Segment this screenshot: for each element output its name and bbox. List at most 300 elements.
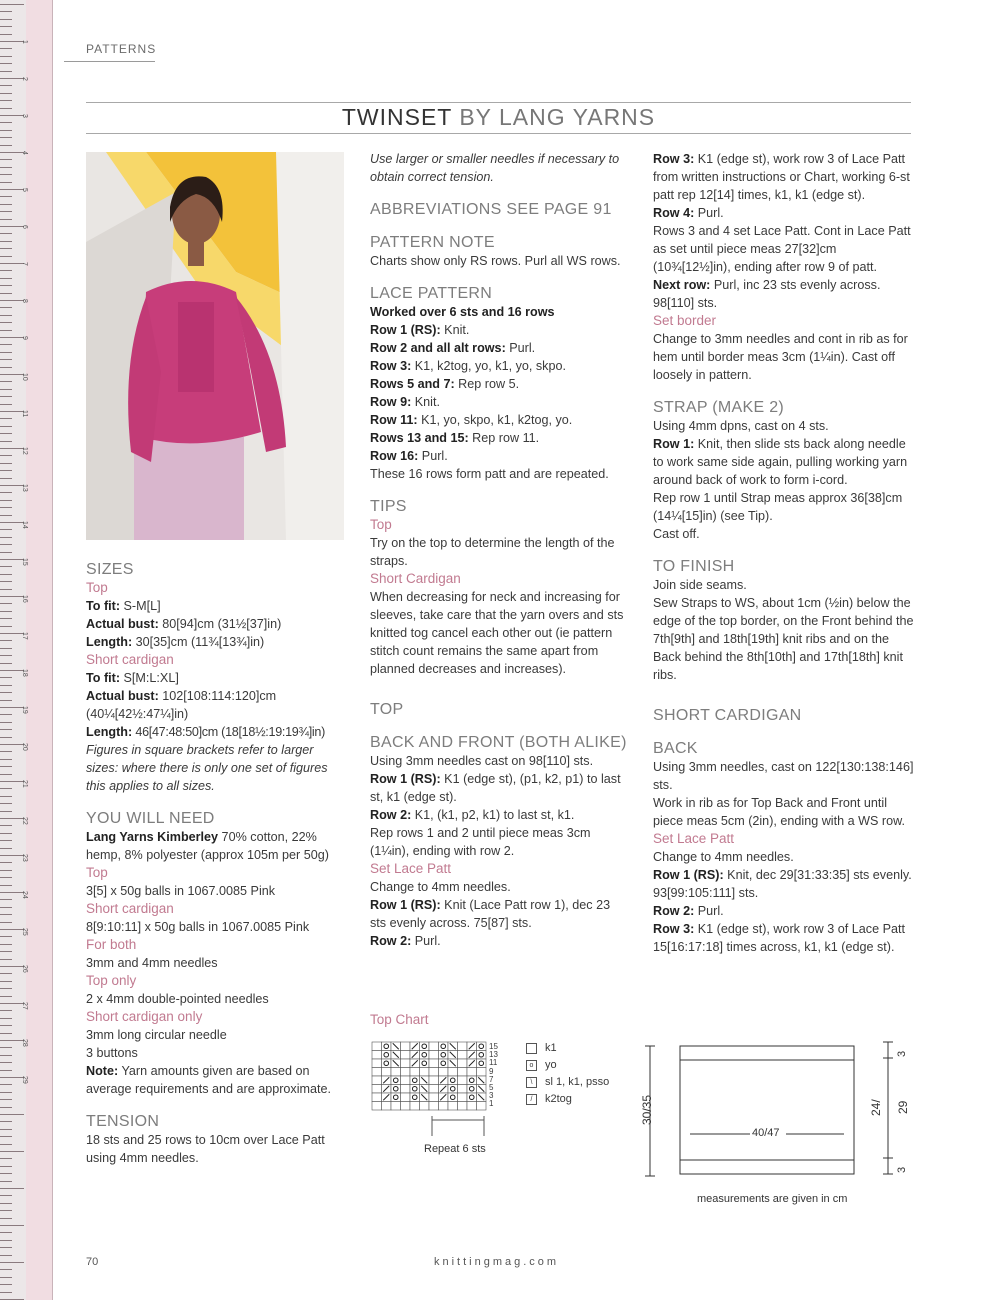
ruler-tick: [0, 1284, 12, 1285]
ruler-tick: [0, 455, 12, 456]
title-rule-top: [86, 102, 911, 103]
ruler-tick: [0, 692, 12, 693]
chart-cell: [429, 1093, 439, 1102]
chart-repeat-label: Repeat 6 sts: [424, 1143, 486, 1155]
chart-cell: [429, 1076, 439, 1085]
ruler-tick: [0, 811, 12, 812]
chart-cell: [477, 1051, 487, 1060]
chart-cell: [382, 1042, 392, 1051]
ruler-tick: [0, 167, 12, 168]
ruler-tick: [0, 833, 12, 834]
ruler-tick: [0, 1055, 12, 1056]
chart-cell: [439, 1051, 449, 1060]
chart-cell: [401, 1068, 411, 1077]
chart-cell: [401, 1042, 411, 1051]
chart-cell: [372, 1042, 382, 1051]
ruler-tick: [0, 1181, 12, 1182]
ruler-number: 21: [21, 780, 28, 788]
ruler-tick: [0, 1188, 24, 1189]
column-3: [653, 150, 915, 956]
chart-cell: [439, 1102, 449, 1111]
sizes-short-fit: To fit: S[M:L:XL]: [86, 671, 179, 685]
chart-cell: [391, 1102, 401, 1111]
chart-cell: [382, 1051, 392, 1060]
ruler-tick: [0, 552, 12, 553]
ruler-tick: [0, 1144, 12, 1145]
chart-cell: [429, 1068, 439, 1077]
section-underline: [64, 61, 155, 62]
chart-cell: [439, 1042, 449, 1051]
ruler-tick: [0, 944, 12, 945]
ruler-tick: [0, 1262, 24, 1263]
legend-item: [526, 1057, 609, 1074]
chart-cell: [429, 1102, 439, 1111]
ruler-tick: [0, 71, 12, 72]
diagram-3-bottom-label: 3: [896, 1166, 908, 1173]
finish-2: Sew Straps to WS, about 1cm (½in) below the edge of the top border, on the Front behind the 7th[9th] and 18th[19th] knit ribs and on the Back behind the 8th[10th] and 17th[18th] knit ribs.: [653, 596, 914, 682]
tension-value: 18 sts and 25 rows to 10cm over Lace Patt using 4mm needles.: [86, 1133, 325, 1165]
ruler-tick: [0, 1136, 12, 1137]
sizes-short-label: Short cardigan: [86, 652, 174, 667]
ruler-tick: [0, 648, 12, 649]
ruler-tick: [0, 241, 12, 242]
chart-cell: [391, 1085, 401, 1094]
ruler-tick: [0, 589, 12, 590]
bf-row-2: Row 2: K1, (k1, p2, k1) to last st, k1.: [370, 808, 575, 822]
chart-cell: [420, 1042, 430, 1051]
chart-row-number: 11: [489, 1058, 498, 1068]
chart-cell: [429, 1051, 439, 1060]
ruler-tick: [0, 270, 12, 271]
pattern-note-text: Charts show only RS rows. Purl all WS rows.: [370, 254, 621, 268]
ruler-tick: [0, 899, 12, 900]
lace-row-11: Row 11: K1, yo, skpo, k1, k2tog, yo.: [370, 413, 573, 427]
ruler-tick: [0, 396, 12, 397]
chart-title: Top Chart: [370, 1012, 429, 1027]
bf-repeat: Rep rows 1 and 2 until piece meas 3cm (1¼in), ending with row 2.: [370, 826, 591, 858]
need-shortonly-label: Short cardigan only: [86, 1009, 203, 1024]
chart-cell: [372, 1102, 382, 1111]
ruler-tick: [0, 1158, 12, 1159]
chart-row-numbers: [489, 1043, 498, 1109]
back-rib: Work in rib as for Top Back and Front until piece meas 5cm (2in), ending with a WS row.: [653, 796, 905, 828]
ruler-number: 20: [21, 743, 28, 751]
strap-cast-on: Using 4mm dpns, cast on 4 sts.: [653, 419, 829, 433]
ruler-number: 1: [21, 40, 28, 44]
ruler-tick: [0, 322, 12, 323]
ruler-tick: [0, 478, 12, 479]
ruler-number: 8: [21, 299, 28, 303]
back-cast-on: Using 3mm needles, cast on 122[130:138:146] sts.: [653, 760, 914, 792]
chart-cell: [429, 1059, 439, 1068]
ruler-strip: [0, 0, 26, 1300]
legend-symbol: \: [526, 1077, 537, 1088]
c3-set-lace-needles: Change to 4mm needles.: [653, 850, 794, 864]
ruler-tick: [0, 85, 12, 86]
chart-cell: [467, 1085, 477, 1094]
ruler-tick: [0, 1047, 12, 1048]
page-number: 70: [86, 1256, 99, 1268]
chart-cell: [382, 1102, 392, 1111]
legend-symbol: [526, 1043, 537, 1054]
chart-cell: [372, 1085, 382, 1094]
legend-symbol: o: [526, 1060, 537, 1071]
need-heading: YOU WILL NEED: [86, 810, 215, 827]
ruler-tick: [0, 19, 12, 20]
ruler-tick: [0, 922, 12, 923]
finish-heading: TO FINISH: [653, 558, 735, 575]
chart-row-number: 13: [489, 1050, 498, 1060]
chart-cell: [420, 1059, 430, 1068]
need-shortonly-value-1: 3mm long circular needle: [86, 1028, 227, 1042]
strap-repeat: Rep row 1 until Strap meas approx 36[38]cm (14¼[15]in) (see Tip).: [653, 491, 903, 523]
ruler-number: 24: [21, 891, 28, 899]
ruler-tick: [0, 1173, 12, 1174]
legend-label: k2tog: [545, 1093, 572, 1105]
lace-row-2: Row 2 and all alt rows: Purl.: [370, 341, 536, 355]
chart-cell: [420, 1051, 430, 1060]
chart-cell: [410, 1076, 420, 1085]
need-toponly-value: 2 x 4mm double-pointed needles: [86, 992, 269, 1006]
ruler-tick: [0, 63, 12, 64]
ruler-tick: [0, 700, 12, 701]
chart-cell: [429, 1085, 439, 1094]
ruler-tick: [0, 4, 24, 5]
ruler-tick: [0, 914, 12, 915]
c3-set-lace-label: Set Lace Patt: [653, 831, 735, 846]
ruler-tick: [0, 204, 12, 205]
chart-cell: [458, 1076, 468, 1085]
ruler-tick: [0, 766, 12, 767]
back-front-heading: BACK AND FRONT (BOTH ALIKE): [370, 734, 627, 751]
abbr-heading: ABBREVIATIONS SEE PAGE 91: [370, 201, 612, 218]
lace-intro: Worked over 6 sts and 16 rows: [370, 305, 555, 319]
ruler-tick: [0, 640, 12, 641]
ruler-tick: [0, 34, 12, 35]
ruler-tick: [0, 1210, 12, 1211]
column-2: [370, 150, 628, 950]
lace-row-3: Row 3: K1, k2tog, yo, k1, yo, skpo.: [370, 359, 566, 373]
needles-intro: Use larger or smaller needles if necessary to obtain correct tension.: [370, 152, 620, 184]
chart-cell: [410, 1068, 420, 1077]
c3-set-lace-row-3: Row 3: K1 (edge st), work row 3 of Lace Patt 15[16:17:18] times across, k1, k1 (edge st).: [653, 922, 905, 954]
ruler-tick: [0, 677, 12, 678]
ruler-tick: [0, 774, 12, 775]
ruler-tick: [0, 1099, 12, 1100]
need-short-value: 8[9:10:11] x 50g balls in 1067.0085 Pink: [86, 920, 310, 934]
chart-cell: [391, 1076, 401, 1085]
ruler-tick: [0, 788, 12, 789]
sizes-note: Figures in square brackets refer to larger sizes: where there is only one set of figures this applies to all sizes.: [86, 743, 328, 793]
strap-cast-off: Cast off.: [653, 527, 700, 541]
c3-next-row: Next row: Purl, inc 23 sts evenly across. 98[110] sts.: [653, 278, 881, 310]
ruler-tick: [0, 159, 12, 160]
ruler-tick: [0, 211, 12, 212]
ruler-tick: [0, 840, 12, 841]
chart-cell: [467, 1093, 477, 1102]
chart-cell: [458, 1085, 468, 1094]
ruler-tick: [0, 714, 12, 715]
chart-cell: [372, 1076, 382, 1085]
set-lace-patt-label: Set Lace Patt: [370, 861, 452, 876]
tips-heading: TIPS: [370, 498, 407, 515]
ruler-tick: [0, 426, 12, 427]
ruler-tick: [0, 418, 12, 419]
need-short-label: Short cardigan: [86, 901, 174, 916]
ruler-tick: [0, 122, 12, 123]
ruler-number: 23: [21, 854, 28, 862]
ruler-tick: [0, 729, 12, 730]
ruler-tick: [0, 307, 12, 308]
ruler-tick: [0, 359, 12, 360]
ruler-number: 17: [21, 632, 28, 640]
ruler-tick: [0, 256, 12, 257]
need-both-label: For both: [86, 937, 137, 952]
title-main: TWINSET: [341, 104, 452, 130]
sizes-top-length: Length: 30[35]cm (11¾[13¾]in): [86, 635, 265, 649]
ruler-tick: [0, 233, 12, 234]
legend-item: [526, 1091, 609, 1108]
chart-cell: [410, 1085, 420, 1094]
chart-cell: [458, 1093, 468, 1102]
ruler-tick: [0, 1232, 12, 1233]
chart-cell: [420, 1102, 430, 1111]
ruler-tick: [0, 1203, 12, 1204]
ruler-number: 15: [21, 558, 28, 566]
lace-row-13: Rows 13 and 15: Rep row 11.: [370, 431, 540, 445]
chart-cell: [458, 1102, 468, 1111]
ruler-tick: [0, 26, 12, 27]
ruler-tick: [0, 1218, 12, 1219]
ruler-tick: [0, 330, 12, 331]
chart-cell: [458, 1059, 468, 1068]
chart-cell: [467, 1076, 477, 1085]
chart-cell: [372, 1051, 382, 1060]
chart-cell: [477, 1068, 487, 1077]
chart-row-number: 1: [489, 1099, 494, 1109]
lace-row-16: Row 16: Purl.: [370, 449, 448, 463]
ruler-tick: [0, 367, 12, 368]
ruler-tick: [0, 389, 12, 390]
ruler-tick: [0, 603, 12, 604]
chart-cell: [467, 1068, 477, 1077]
ruler-tick: [0, 803, 12, 804]
ruler-tick: [0, 885, 12, 886]
ruler-tick: [0, 137, 12, 138]
short-cardigan-heading: SHORT CARDIGAN: [653, 707, 802, 724]
chart-cell: [477, 1042, 487, 1051]
chart-cell: [439, 1068, 449, 1077]
ruler-tick: [0, 996, 12, 997]
chart-cell: [401, 1076, 411, 1085]
need-shortonly-value-2: 3 buttons: [86, 1046, 138, 1060]
chart-cell: [448, 1093, 458, 1102]
chart-cell: [458, 1042, 468, 1051]
chart-cell: [401, 1102, 411, 1111]
side-ruler: [0, 0, 53, 1300]
column-1: [86, 560, 348, 1167]
sizes-heading: SIZES: [86, 561, 134, 578]
legend-item: [526, 1074, 609, 1091]
chart-cell: [467, 1102, 477, 1111]
ruler-tick: [0, 1070, 12, 1071]
ruler-tick: [0, 182, 12, 183]
ruler-tick: [0, 100, 12, 101]
ruler-tick: [0, 1151, 24, 1152]
ruler-number: 3: [21, 114, 28, 118]
ruler-tick: [0, 352, 12, 353]
tension-heading: TENSION: [86, 1113, 160, 1130]
ruler-tick: [0, 404, 12, 405]
ruler-tick: [0, 108, 12, 109]
lace-heading: LACE PATTERN: [370, 285, 493, 302]
ruler-number: 19: [21, 706, 28, 714]
ruler-tick: [0, 988, 12, 989]
ruler-number: 14: [21, 521, 28, 529]
ruler-tick: [0, 1084, 12, 1085]
ruler-tick: [0, 951, 12, 952]
ruler-tick: [0, 1255, 12, 1256]
need-top-value: 3[5] x 50g balls in 1067.0085 Pink: [86, 884, 276, 898]
ruler-tick: [0, 278, 12, 279]
ruler-number: 4: [21, 151, 28, 155]
sizes-top-bust: Actual bust: 80[94]cm (31½[37]in): [86, 617, 282, 631]
need-note: Note: Yarn amounts given are based on average requirements and are approximate.: [86, 1064, 332, 1096]
ruler-number: 28: [21, 1039, 28, 1047]
ruler-number: 29: [21, 1076, 28, 1084]
lace-row-1: Row 1 (RS): Knit.: [370, 323, 470, 337]
title-rule-bottom: [86, 133, 911, 134]
ruler-tick: [0, 1195, 12, 1196]
chart-row-number: 5: [489, 1083, 494, 1093]
chart-cell: [391, 1068, 401, 1077]
legend-item: [526, 1040, 609, 1057]
need-both-value: 3mm and 4mm needles: [86, 956, 218, 970]
chart-cell: [429, 1042, 439, 1051]
ruler-tick: [0, 751, 12, 752]
ruler-tick: [0, 848, 12, 849]
set-lace-row-2: Row 2: Purl.: [370, 934, 441, 948]
ruler-number: 9: [21, 336, 28, 340]
ruler-number: 16: [21, 595, 28, 603]
ruler-tick: [0, 1018, 12, 1019]
ruler-tick: [0, 626, 12, 627]
pattern-note-heading: PATTERN NOTE: [370, 234, 495, 251]
finish-1: Join side seams.: [653, 578, 747, 592]
ruler-tick: [0, 685, 12, 686]
legend-label: yo: [545, 1059, 557, 1071]
ruler-tick: [0, 492, 12, 493]
chart-cell: [448, 1102, 458, 1111]
ruler-tick: [0, 315, 12, 316]
set-border-text: Change to 3mm needles and cont in rib as for hem until border meas 3cm (1¼in). Cast off loosely in pattern.: [653, 332, 908, 382]
chart-cell: [410, 1102, 420, 1111]
site-name: knittingmag.com: [434, 1256, 560, 1268]
ruler-tick: [0, 507, 12, 508]
chart-cell: [372, 1068, 382, 1077]
ruler-number: 10: [21, 373, 28, 381]
chart-cell: [458, 1051, 468, 1060]
ruler-tick: [0, 981, 12, 982]
diagram-caption: measurements are given in cm: [697, 1193, 848, 1205]
ruler-tick: [0, 870, 12, 871]
model-photo: [86, 152, 344, 540]
ruler-tick: [0, 973, 12, 974]
sizes-short-bust: Actual bust: 102[108:114:120]cm: [86, 689, 277, 703]
chart-row-number: 15: [489, 1042, 498, 1051]
chart-cell: [401, 1093, 411, 1102]
legend-label: sl 1, k1, psso: [545, 1076, 610, 1088]
ruler-tick: [0, 56, 12, 57]
lace-row-5: Rows 5 and 7: Rep row 5.: [370, 377, 520, 391]
diagram-width-label: 40/47: [752, 1127, 780, 1139]
ruler-number: 27: [21, 1002, 28, 1010]
ruler-number: 22: [21, 817, 28, 825]
ruler-tick: [0, 618, 12, 619]
ruler-tick: [0, 130, 12, 131]
chart-row-number: 7: [489, 1074, 494, 1084]
chart-cell: [401, 1085, 411, 1094]
ruler-tick: [0, 1010, 12, 1011]
title-by: BY LANG YARNS: [459, 104, 656, 130]
tips-short-label: Short Cardigan: [370, 571, 461, 586]
sizes-top-fit: To fit: S-M[L]: [86, 599, 161, 613]
legend-label: k1: [545, 1042, 557, 1054]
ruler-tick: [0, 1277, 12, 1278]
ruler-tick: [0, 1129, 12, 1130]
bf-cast-on: Using 3mm needles cast on 98[110] sts.: [370, 754, 594, 768]
ruler-tick: [0, 581, 12, 582]
c3-set-lace-row-2: Row 2: Purl.: [653, 904, 724, 918]
chart-cell: [372, 1059, 382, 1068]
ruler-tick: [0, 1292, 12, 1293]
ruler-tick: [0, 1092, 12, 1093]
ruler-tick: [0, 1121, 12, 1122]
chart-row-number: 3: [489, 1091, 494, 1101]
c3-row-3: Row 3: K1 (edge st), work row 3 of Lace Patt from written instructions or Chart, working 6-st patt rep 12[14] times, k1, k1 (edge st).: [653, 152, 910, 202]
ruler-number: 5: [21, 188, 28, 192]
ruler-tick: [0, 1107, 12, 1108]
ruler-tick: [0, 1114, 24, 1115]
ruler-tick: [0, 441, 12, 442]
chart-cell: [477, 1059, 487, 1068]
ruler-number: 6: [21, 225, 28, 229]
ruler-tick: [0, 248, 12, 249]
ruler-tick: [0, 93, 12, 94]
tips-top-label: Top: [370, 517, 392, 532]
ruler-tick: [0, 433, 12, 434]
need-top-label: Top: [86, 865, 108, 880]
ruler-number: 12: [21, 447, 28, 455]
chart-cell: [477, 1102, 487, 1111]
chart-legend: [526, 1040, 609, 1108]
legend-symbol: /: [526, 1094, 537, 1105]
ruler-tick: [0, 737, 12, 738]
ruler-tick: [0, 515, 12, 516]
chart-cell: [448, 1085, 458, 1094]
sizes-top-label: Top: [86, 580, 108, 595]
ruler-number: 7: [21, 262, 28, 266]
chart-cell: [458, 1068, 468, 1077]
chart-cell: [382, 1059, 392, 1068]
sizes-short-bust-in: (40¼[42½:47¼]in): [86, 707, 189, 721]
ruler-number: 13: [21, 484, 28, 492]
ruler-tick: [0, 1247, 12, 1248]
ruler-tick: [0, 936, 12, 937]
ruler-tick: [0, 1033, 12, 1034]
strap-row-1: Row 1: Knit, then slide sts back along needle to work same side again, pulling working yarn around back of work to form i-cord.: [653, 437, 908, 487]
ruler-tick: [0, 796, 12, 797]
